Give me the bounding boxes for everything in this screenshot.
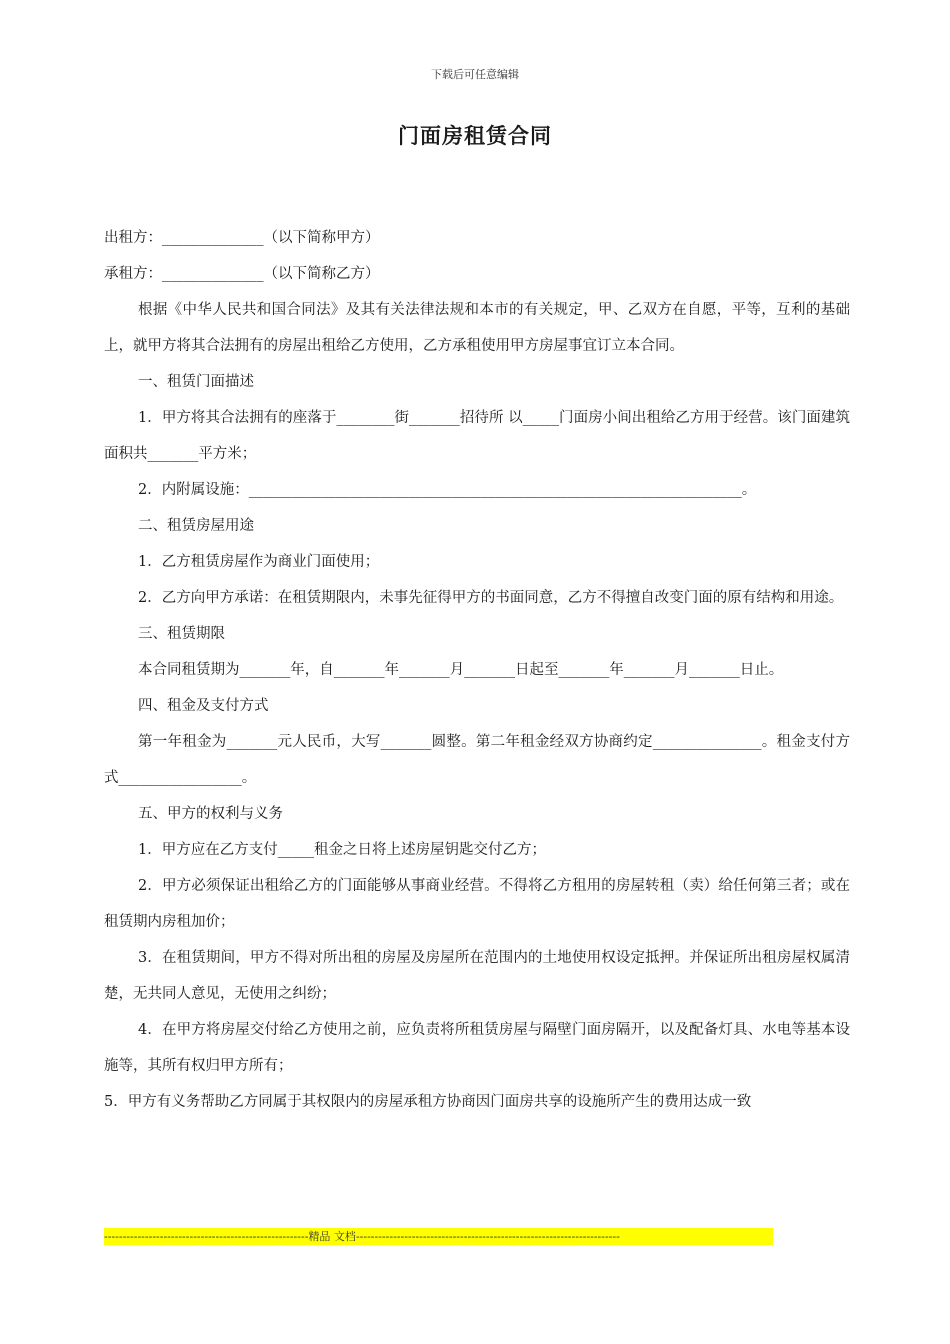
section-heading-2: 二、租赁房屋用途 xyxy=(138,518,254,534)
clause-1-1: 1．甲方将其合法拥有的座落于________街_______招待所 以_____门面房小间出租给乙方用于经营。该门面建筑面积共_______平方米； xyxy=(104,410,850,462)
clause-5-2: 2．甲方必须保证出租给乙方的门面能够从事商业经营。不得将乙方租用的房屋转租（卖）给任何第三者；或在租赁期内房租加价； xyxy=(104,878,850,930)
lessor-line: 出租方：______________（以下简称甲方） xyxy=(104,230,380,246)
clause-5-3: 3．在租赁期间，甲方不得对所出租的房屋及房屋所在范围内的土地使用权设定抵押。并保证所出租房屋权属清楚，无共同人意见，无使用之纠纷； xyxy=(104,950,850,1002)
document-title: 门面房租赁合同 xyxy=(398,123,552,148)
rent-paragraph: 第一年租金为_______元人民币，大写_______圆整。第二年租金经双方协商约定_______________。租金支付方式_________________。 xyxy=(104,734,850,786)
section-heading-4: 四、租金及支付方式 xyxy=(138,698,269,714)
clause-5-4: 4．在甲方将房屋交付给乙方使用之前，应负责将所租赁房屋与隔壁门面房隔开，以及配备灯具、水电等基本设施等，其所有权归甲方所有； xyxy=(104,1022,850,1074)
footer-banner xyxy=(104,1228,773,1245)
clause-2-1: 1．乙方租赁房屋作为商业门面使用； xyxy=(138,554,380,570)
footer-label: 精品 文档 xyxy=(308,1230,356,1243)
clause-5-1: 1．甲方应在乙方支付_____租金之日将上述房屋钥匙交付乙方； xyxy=(138,842,546,858)
footer-dashes-right: ----------------------------------------------------------------------- xyxy=(355,1230,620,1243)
document-body xyxy=(104,220,850,1120)
lease-term-paragraph: 本合同租赁期为_______年，自_______年_______月_______日起至_______年_______月_______日止。 xyxy=(138,662,784,678)
footer-dashes-left: ------------------------------------------------------- xyxy=(104,1230,309,1243)
clause-5-5: 5．甲方有义务帮助乙方同属于其权限内的房屋承租方协商因门面房共享的设施所产生的费用达成一致 xyxy=(104,1094,752,1110)
clause-1-2: 2．内附属设施：____________________________________________________________________。 xyxy=(138,482,757,498)
section-heading-1: 一、租赁门面描述 xyxy=(138,374,254,390)
section-heading-3: 三、租赁期限 xyxy=(138,626,225,642)
page-header: 下载后可任意编辑 xyxy=(431,68,519,81)
clause-2-2: 2．乙方向甲方承诺：在租赁期限内，未事先征得甲方的书面同意，乙方不得擅自改变门面的原有结构和用途。 xyxy=(138,590,844,606)
lessee-line: 承租方：______________（以下简称乙方） xyxy=(104,266,380,282)
section-heading-5: 五、甲方的权利与义务 xyxy=(138,806,283,822)
preamble-paragraph: 根据《中华人民共和国合同法》及其有关法律法规和本市的有关规定，甲、乙双方在自愿，平等，互利的基础上，就甲方将其合法拥有的房屋出租给乙方使用，乙方承租使用甲方房屋事宜订立本合同。 xyxy=(104,302,850,354)
